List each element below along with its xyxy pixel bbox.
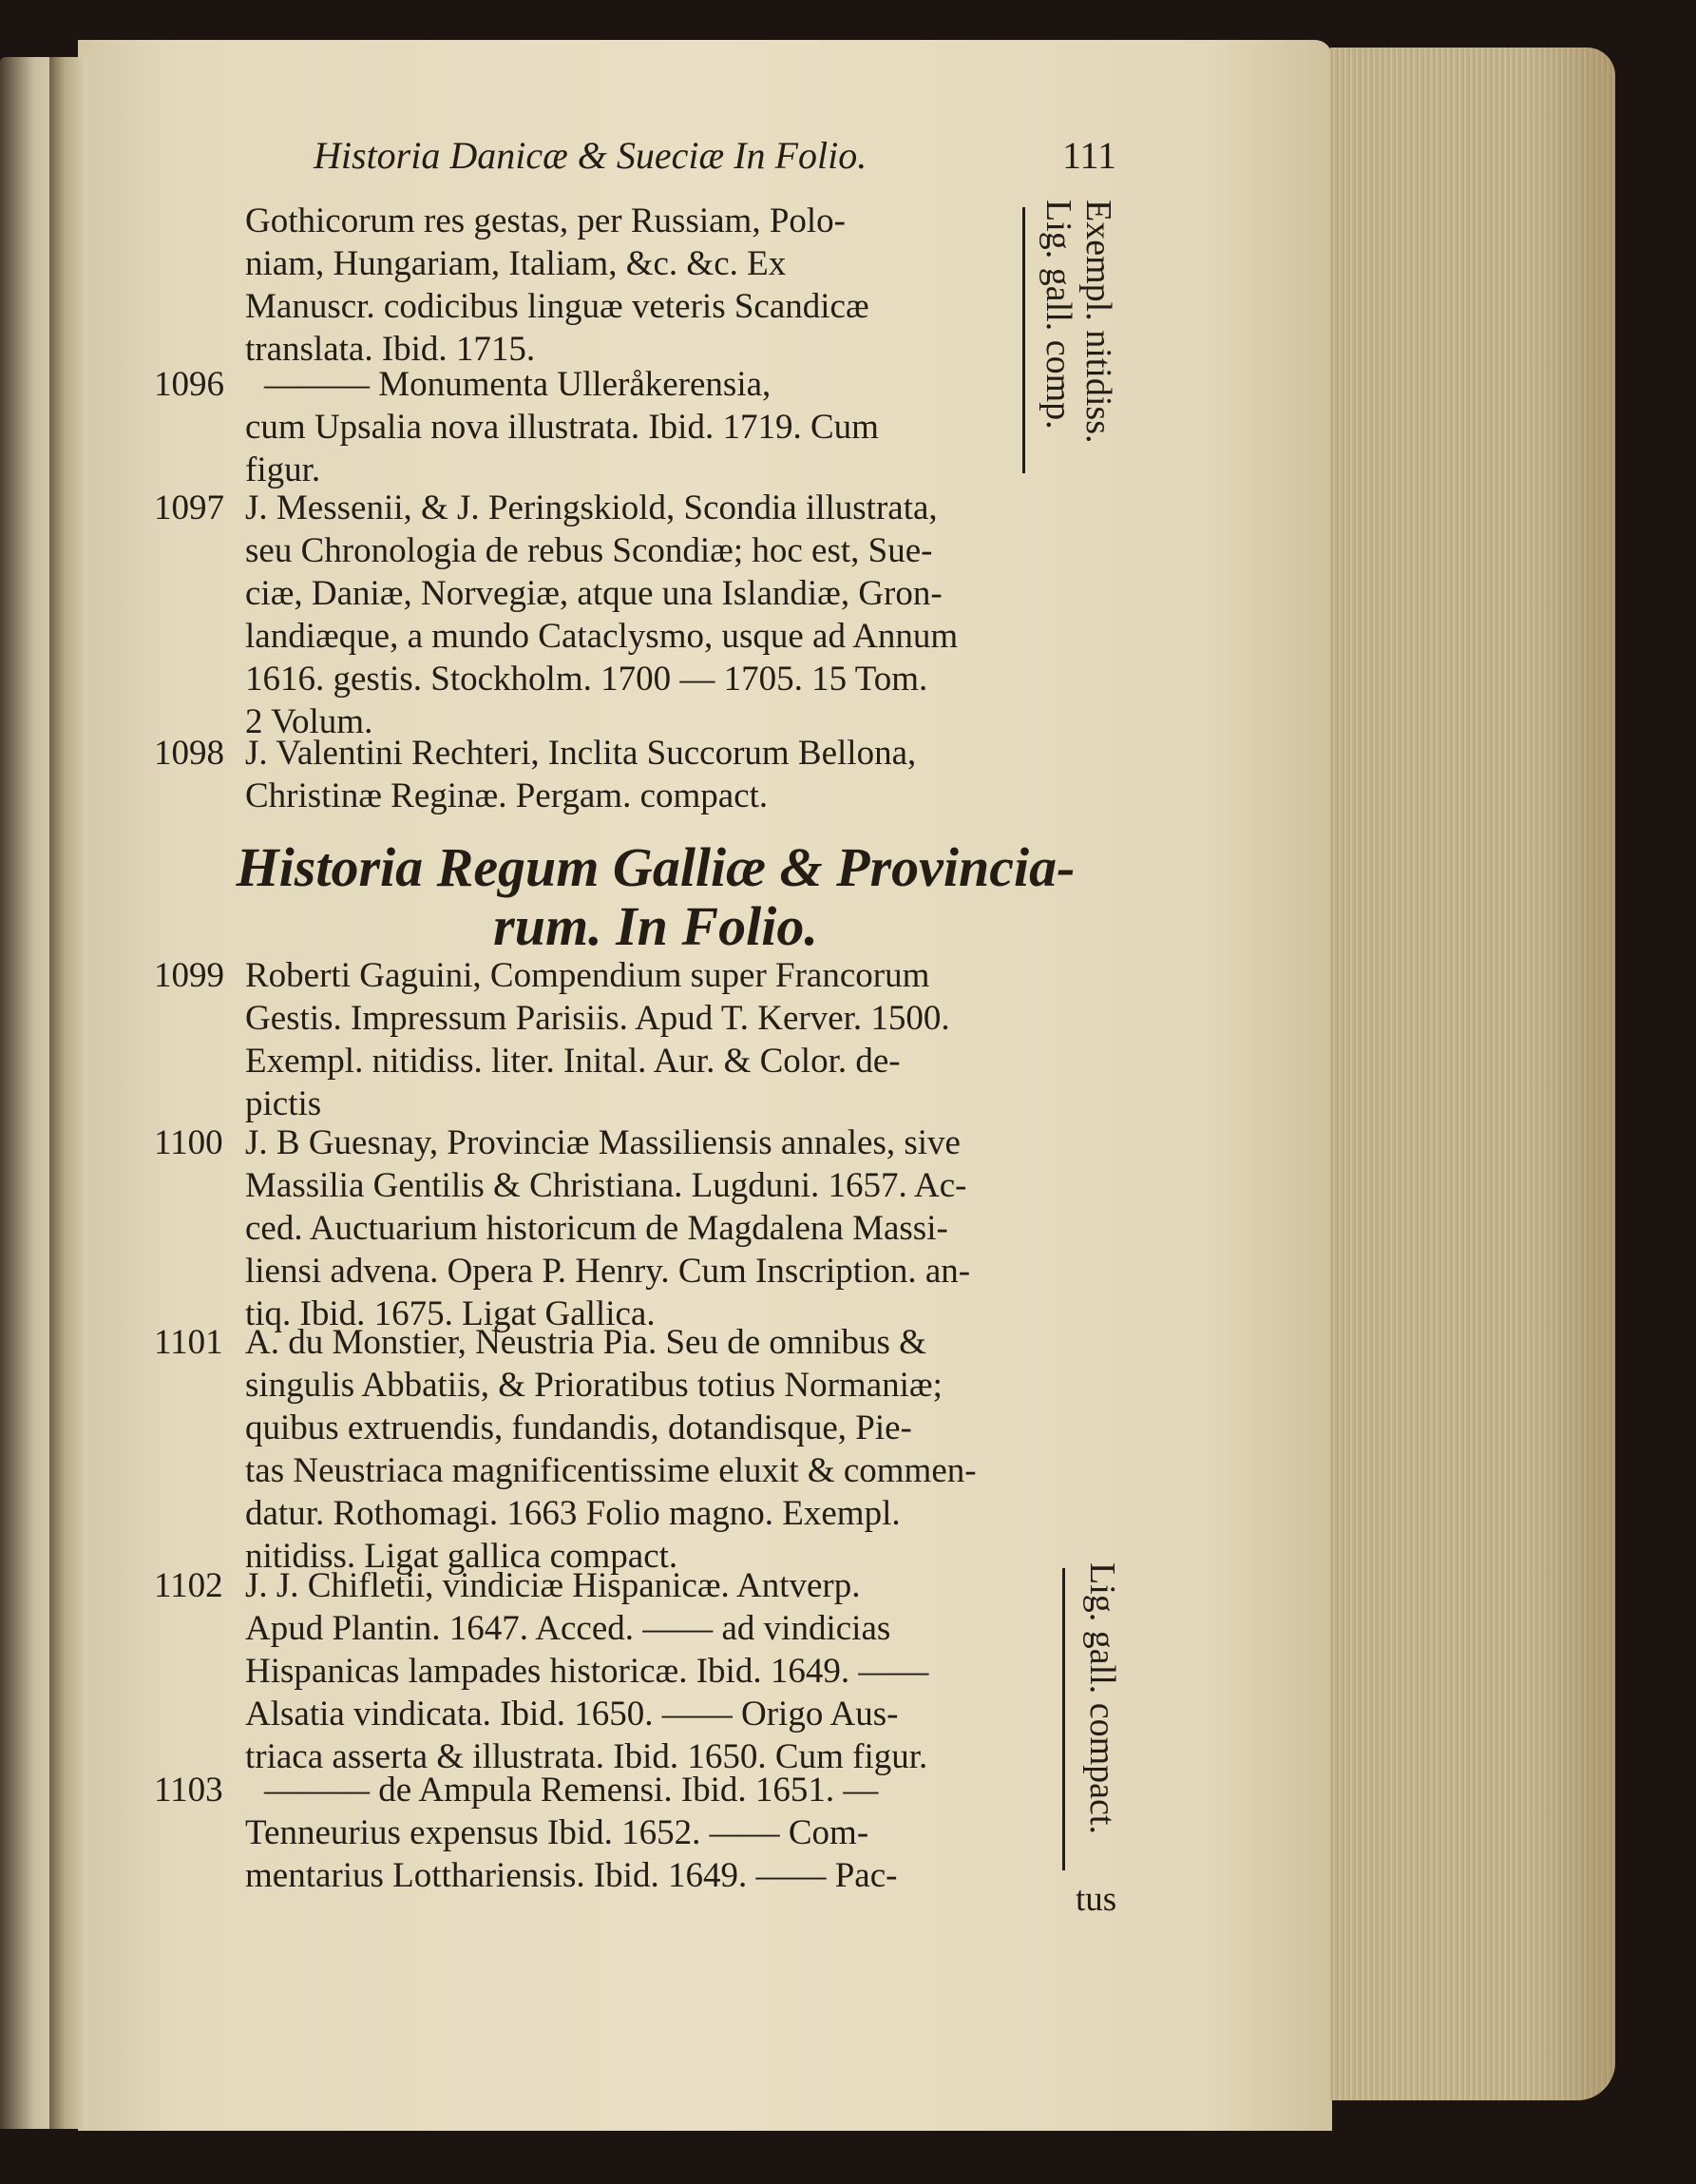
entry-number: 1101 [154, 1323, 223, 1362]
margin-note-binding-bottom: Lig. gall. compact. [1082, 1562, 1122, 1834]
facing-page-edge [0, 57, 57, 2129]
entry-number: 1099 [154, 956, 224, 995]
margin-brace-bottom [1062, 1568, 1073, 1870]
entry-1099: 1099 Roberti Gaguini, Compendium super Francorum Gestis. Impressum Parisiis. Apud T. Kerver. 1500. Exempl. nitidiss. liter. Inital. Aur. & Color. de- pictis [154, 956, 950, 1123]
margin-note-exempl: Exempl. nitidiss. [1078, 200, 1118, 444]
entry-1102: 1102 J. J. Chifletii, vindiciæ Hispanicæ. Antverp. Apud Plantin. 1647. Acced. —— ad vindicias Hispanicas lampades historicæ. Ibid. 1649. —— Alsatia vindicata. Ibid. 1650. —— Origo Aus- triaca asserta & illustrata. Ibid. 1650. Cum figur. [154, 1566, 929, 1776]
entry-1100: 1100 J. B Guesnay, Provinciæ Massiliensis annales, sive Massilia Gentilis & Christiana. Lugduni. 1657. Ac- ced. Auctuarium historicum de Magdalena Massi- liensi advena. Opera P. Henry. Cum Inscription. an- tiq. Ibid. 1675. Ligat Gallica. [154, 1123, 971, 1333]
book-gutter [49, 57, 87, 2129]
section-title-line2: rum. In Folio. [493, 895, 818, 957]
entry-1103: 1103 ——— de Ampula Remensi. Ibid. 1651. — Tenneurius expensus Ibid. 1652. —— Com- mentarius Lotthariensis. Ibid. 1649. —— Pac- [154, 1771, 898, 1895]
entry-number: 1096 [154, 365, 224, 404]
page-block-edges [1330, 48, 1615, 2100]
entry-number: 1097 [154, 489, 224, 527]
margin-note-binding: Lig. gall. comp. [1039, 200, 1078, 430]
entry-1098: 1098 J. Valentini Rechteri, Inclita Succorum Bellona, Christinæ Reginæ. Pergam. compact. [154, 734, 917, 815]
entry-number: 1102 [154, 1566, 223, 1605]
entry-continued: Gothicorum res gestas, per Russiam, Polo- niam, Hungariam, Italiam, &c. &c. Ex Manuscr. codicibus linguæ veteris Scandicæ translata. Ibid. 1715. [245, 201, 869, 369]
entry-1097: 1097 J. Messenii, & J. Peringskiold, Scondia illustrata, seu Chronologia de rebus Scondiæ; hoc est, Sue- ciæ, Daniæ, Norvegiæ, atque una Islandiæ, Gron- landiæque, a mundo Cataclysmo, usque ad Annum 1616. gestis. Stockholm. 1700 — 1705. 15 Tom. 2 Volum. [154, 489, 959, 741]
page-number: 111 [1062, 134, 1117, 177]
entry-1101: 1101 A. du Monstier, Neustria Pia. Seu de omnibus & singulis Abbatiis, & Prioratibus totius Normaniæ; quibus extruendis, fundandis, dotandisque, Pie- tas Neustriaca magnificentissime eluxit & commen- datur. Rothomagi. 1663 Folio magno. Exempl. nitidiss. Ligat gallica compact. [154, 1323, 977, 1576]
margin-brace [1022, 207, 1033, 473]
catchword: tus [1076, 1880, 1117, 1919]
entry-number: 1103 [154, 1771, 223, 1810]
entry-number: 1098 [154, 734, 224, 773]
section-title-line1: Historia Regum Galliæ & Provincia- [236, 836, 1076, 898]
entry-number: 1100 [154, 1123, 223, 1162]
entry-1096: 1096 ——— Monumenta Ulleråkerensia, cum Upsalia nova illustrata. Ibid. 1719. Cum figur. [154, 365, 879, 489]
running-header: Historia Danicæ & Sueciæ In Folio. [314, 134, 867, 177]
